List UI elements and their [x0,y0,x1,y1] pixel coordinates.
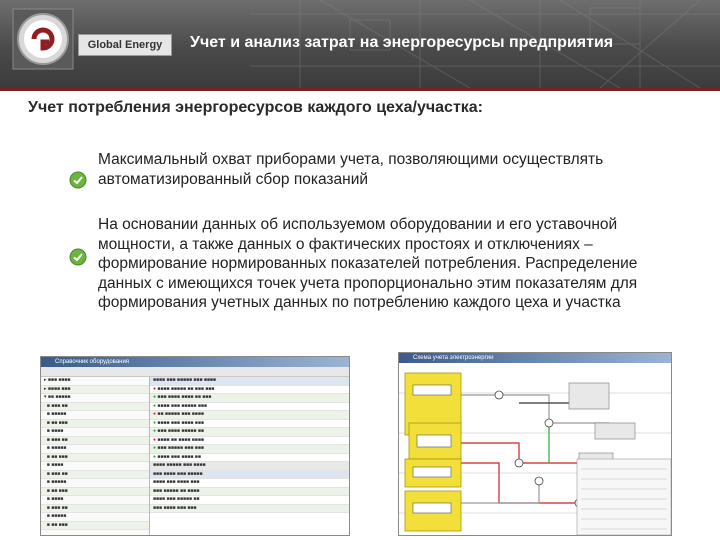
check-icon [69,171,87,189]
screenshot-tree-panel: ▸ ■■■ ■■■■ ▸ ■■■■ ■■■ ▾ ■■ ■■■■■ ■ ■■■ ■■ ■ ■■■■■ ■ ■■ ■■■ ■ ■■■■ ■ ■■■ ■■ ■ ■■■■■ ■ ■■ ■■■ ■ ■■■■ ■ ■■■ ■■ ■ ■■■■■ ■ ■■ ■■■ ■ ■■■■ ■ ■■■ ■■ ■ ■■■■■ ■ ■■ ■■■ [41,377,150,535]
header-bar [0,0,720,88]
screenshot-grid-panel: ■■■■ ■■■ ■■■■■ ■■■ ■■■■ ● ■■■■ ■■■■■ ■■ ■■■ ■■■ ● ■■■ ■■■■ ■■■■ ■■ ■■■ ● ■■■■ ■■■ ■■■■■ ■■■ ● ■■ ■■■■■ ■■■ ■■■■ ● ■■■■ ■■■ ■■■■ ■■■ ● ■■■ ■■■■ ■■■■■ ■■ ● ■■■■ ■■ ■■■■ ■■■■ ● ■■■ ■■■■■ ■■■ ■■■ ● ■■■■ ■■■ ■■■■ ■■ ■■■■ ■■■■■ ■■■ ■■■■ ■■■ ■■■■ ■■■ ■■■■■ ■■■■ ■■■ ■■■■ ■■■ ■■■ ■■■■■ ■■ ■■■■ ■■■■ ■■■ ■■■■■ ■■ ■■■ ■■■■ ■■■ ■■■ [150,377,349,535]
scheme-legend-panel [577,459,671,535]
header-divider [0,88,720,91]
brand-label: Global Energy [78,34,172,56]
screenshot-window-title: Справочник оборудования [41,357,349,367]
section-title: Учет потребления энергоресурсов каждого цеха/участка: [28,99,484,116]
equipment-table-screenshot [40,356,350,536]
metering-scheme-screenshot [398,352,672,536]
bullet-text-2: На основании данных об используемом оборудовании и его уставочной мощности, а также данных о фактических простоях и отключениях – формирование нормированных показателей потребления. Распределение данных с имеющихся точек учета пропорционально этим показателям для формирования учетных данных по потреблению каждого цеха и участка [98,216,638,311]
check-icon [69,248,87,266]
screenshot-toolbar [41,367,349,377]
bullet-text-1: Максимальный охват приборами учета, позволяющими осуществлять автоматизированный сбор показаний [98,151,604,188]
metering-scheme-diagram [399,363,671,535]
page-title: Учет и анализ затрат на энергоресурсы предприятия [190,34,614,51]
globe-logo-icon [12,8,74,70]
screenshot-window-title: Схема учета электроэнергии [399,353,671,363]
